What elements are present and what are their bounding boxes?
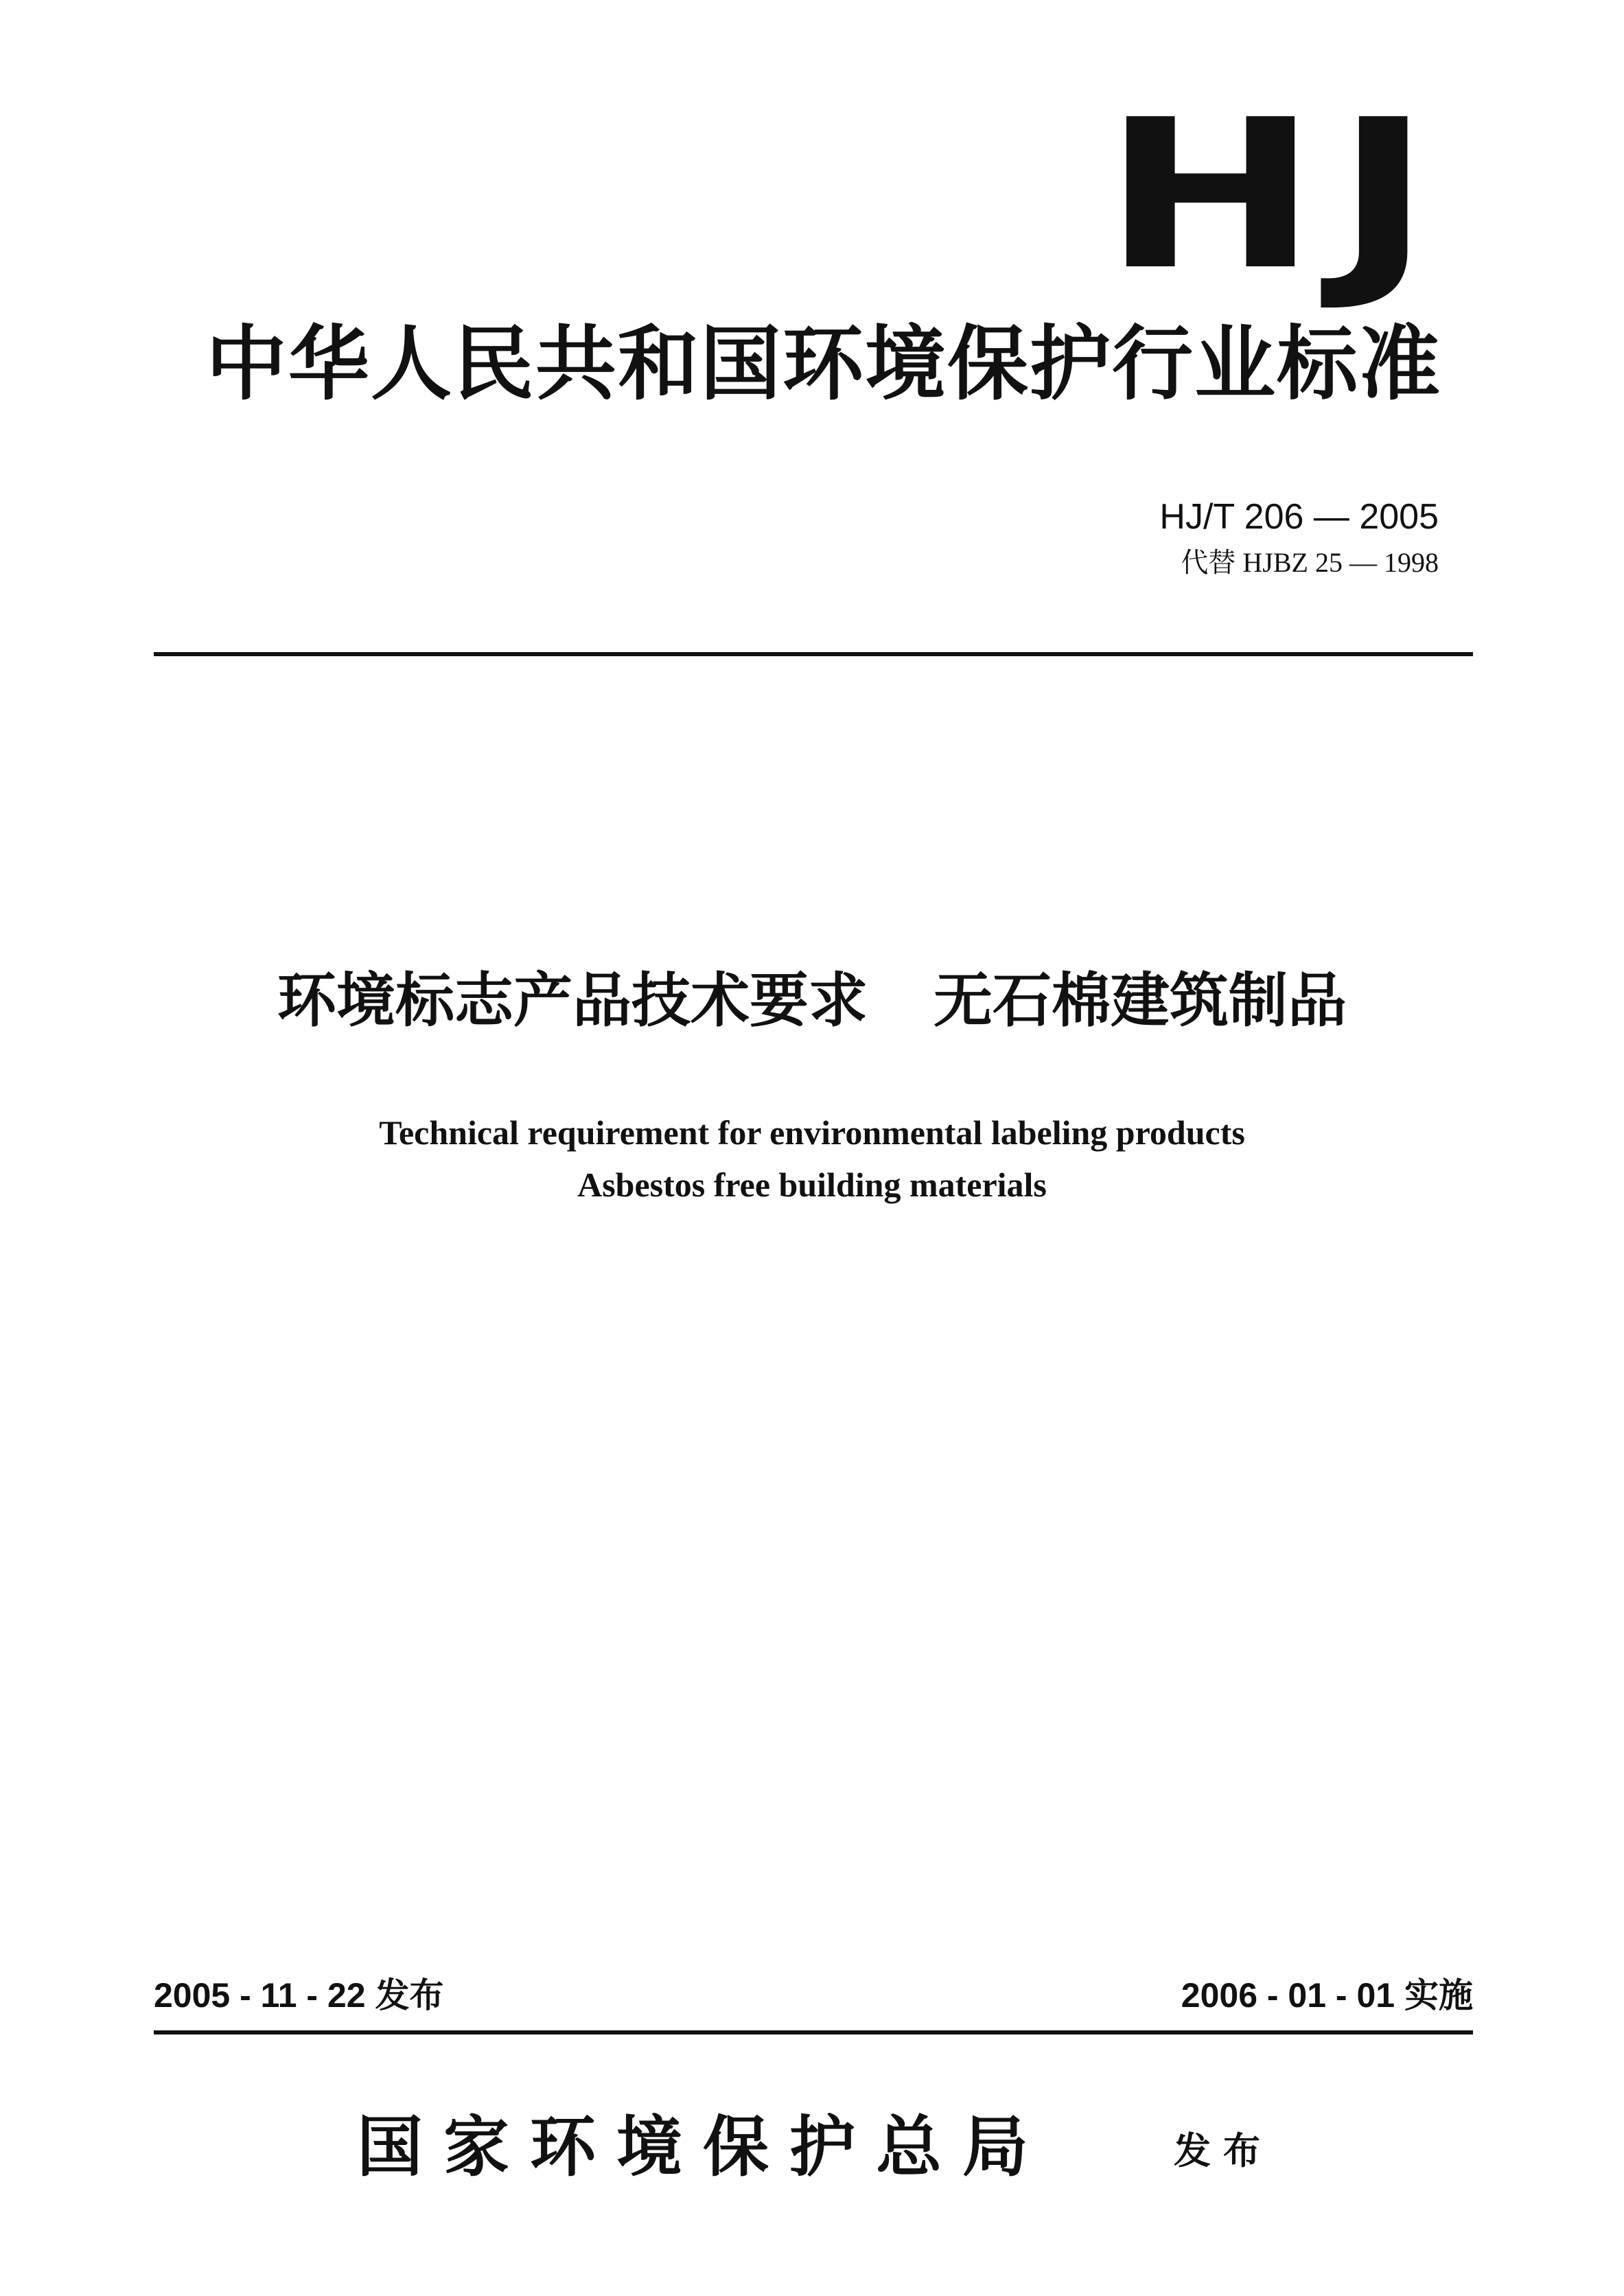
bottom-divider [154, 2030, 1473, 2034]
replaces-standard: 代替 HJBZ 25 — 1998 [1181, 547, 1439, 578]
document-title-en-line1: Technical requirement for environmental labeling products [379, 1113, 1245, 1152]
publish-label: 发布 [1174, 2129, 1273, 2172]
hj-logo: HJ [1102, 76, 1448, 315]
document-title-cn-part1: 环境标志产品技术要求 [277, 966, 868, 1035]
standard-code: HJ/T 206 — 2005 [1159, 497, 1439, 537]
document-title-cn [137, 960, 1487, 1042]
issue-date: 2005 - 11 - 22 发布 [154, 1976, 444, 2015]
publisher-name: 国家环境保护总局 [357, 2108, 1049, 2185]
document-title-en-line2: Asbestos free building materials [577, 1166, 1047, 1204]
standard-title: 中华人民共和国环境保护行业标准 [205, 316, 1441, 411]
top-divider [154, 652, 1473, 656]
document-title-cn-part2: 无石棉建筑制品 [933, 966, 1347, 1035]
implementation-date: 2006 - 01 - 01 实施 [1181, 1976, 1473, 2015]
